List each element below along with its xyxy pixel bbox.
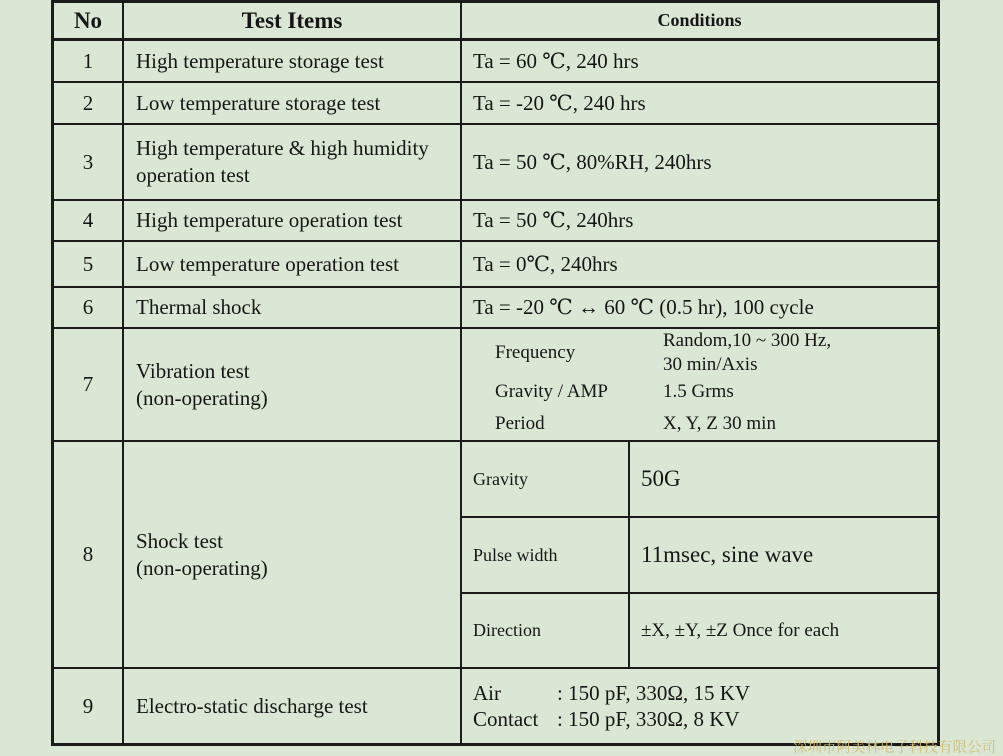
condition-label: Direction <box>473 620 541 640</box>
test-condition: Ta = 50 ℃, 240hrs <box>473 208 634 232</box>
esd-condition-list <box>473 680 750 732</box>
row-number-cell <box>54 41 124 81</box>
condition-pair-pulse-width <box>462 518 937 594</box>
test-item-line: (non-operating) <box>136 385 268 410</box>
condition-label-cell <box>462 594 630 667</box>
condition-pair-contact <box>473 706 750 732</box>
condition-value-cell <box>630 518 937 592</box>
table-row-8 <box>54 442 937 669</box>
shock-conditions <box>462 442 937 667</box>
table-row-9 <box>54 669 937 743</box>
row-number: 5 <box>82 251 94 276</box>
condition-label: Pulse width <box>473 544 558 565</box>
row-number: 4 <box>82 208 94 232</box>
row-number: 2 <box>82 90 94 115</box>
condition-value: : 150 pF, 330Ω, 15 KV <box>557 681 751 705</box>
condition-label: Frequency <box>495 342 576 363</box>
condition-label: Contact <box>473 707 539 731</box>
row-number-cell <box>54 201 124 240</box>
condition-value-cell <box>630 594 937 667</box>
row-number-cell <box>54 442 124 667</box>
table-row-2 <box>54 83 937 125</box>
test-condition: Ta = -20 ℃ ↔ 60 ℃ (0.5 hr), 100 cycle <box>473 295 814 319</box>
condition-value-line: 30 min/Axis <box>663 354 758 375</box>
test-item-cell <box>124 125 462 199</box>
test-condition-cell <box>462 41 937 81</box>
test-item-line: Vibration test <box>136 358 250 383</box>
condition-label: Air <box>473 681 501 705</box>
test-item-line: operation test <box>136 163 250 187</box>
test-item-name <box>136 528 268 582</box>
condition-label-cell <box>462 442 630 516</box>
condition-pair-air <box>473 680 750 706</box>
condition-value <box>663 329 831 377</box>
condition-value-line: 1.5 Grms <box>663 381 734 402</box>
header-test-items: Test Items <box>241 7 343 33</box>
header-conditions-cell <box>462 3 937 38</box>
condition-value-line: X, Y, Z 30 min <box>663 413 776 434</box>
test-item-cell <box>124 288 462 327</box>
test-condition: Ta = 60 ℃, 240 hrs <box>473 48 639 73</box>
table-row-7 <box>54 329 937 442</box>
test-item-name: Low temperature operation test <box>136 251 399 276</box>
test-item-cell <box>124 442 462 667</box>
esd-conditions <box>462 669 937 743</box>
condition-value: : 150 pF, 330Ω, 8 KV <box>557 707 740 731</box>
test-condition-cell <box>462 83 937 123</box>
condition-value: 11msec, sine wave <box>641 542 814 567</box>
test-condition: Ta = 50 ℃, 80%RH, 240hrs <box>473 149 712 174</box>
test-item-name: Low temperature storage test <box>136 90 381 115</box>
test-item-cell <box>124 329 462 440</box>
condition-pair-frequency <box>462 329 937 377</box>
condition-value: ±X, ±Y, ±Z Once for each <box>641 619 840 641</box>
test-item-line: High temperature & high humidity <box>136 136 429 160</box>
table-row-4 <box>54 201 937 242</box>
test-item-cell <box>124 83 462 123</box>
test-item-line: Shock test <box>136 528 223 553</box>
condition-value-line: Random,10 ~ 300 Hz, <box>663 330 832 351</box>
test-item-name: Thermal shock <box>136 295 262 319</box>
row-number: 8 <box>82 542 94 566</box>
header-no-cell <box>54 3 124 38</box>
test-item-name: Electro-static discharge test <box>136 693 368 718</box>
test-item-cell <box>124 669 462 743</box>
test-condition: Ta = -20 ℃, 240 hrs <box>473 90 646 115</box>
condition-pair-gravity <box>462 379 937 405</box>
test-item-name <box>136 135 429 189</box>
row-number-cell <box>54 288 124 327</box>
test-item-cell <box>124 41 462 81</box>
condition-label: Gravity / AMP <box>495 381 608 402</box>
test-condition-cell <box>462 125 937 199</box>
condition-value <box>663 380 734 404</box>
table-row-6 <box>54 288 937 329</box>
condition-label: Period <box>495 413 545 434</box>
header-conditions: Conditions <box>657 10 742 30</box>
test-condition: Ta = 0℃, 240hrs <box>473 251 618 276</box>
row-number: 6 <box>82 295 94 319</box>
row-number: 3 <box>82 149 94 174</box>
test-condition-cell <box>462 201 937 240</box>
table-row-5 <box>54 242 937 288</box>
reliability-test-table <box>51 0 940 746</box>
test-item-cell <box>124 242 462 286</box>
condition-value-cell <box>630 442 937 516</box>
row-number-cell <box>54 83 124 123</box>
table-row-1 <box>54 41 937 83</box>
company-watermark: 深圳市阿美林电子科技有限公司 <box>793 740 996 756</box>
row-number: 9 <box>82 693 94 718</box>
header-test-items-cell <box>124 3 462 38</box>
condition-pair-period <box>462 411 937 437</box>
test-item-name <box>136 358 268 412</box>
row-number: 1 <box>82 48 94 73</box>
row-number-cell <box>54 125 124 199</box>
test-condition-cell <box>462 288 937 327</box>
test-item-name: High temperature operation test <box>136 208 403 232</box>
row-number-cell <box>54 669 124 743</box>
condition-value <box>663 412 776 436</box>
test-item-cell <box>124 201 462 240</box>
condition-pair-gravity <box>462 442 937 518</box>
vibration-conditions <box>462 329 937 440</box>
test-condition-cell <box>462 242 937 286</box>
test-item-name: High temperature storage test <box>136 48 384 73</box>
condition-label: Gravity <box>473 468 528 489</box>
header-no: No <box>73 7 103 33</box>
table-header-row <box>54 3 937 41</box>
table-row-3 <box>54 125 937 201</box>
row-number-cell <box>54 329 124 440</box>
condition-label-cell <box>462 518 630 592</box>
row-number-cell <box>54 242 124 286</box>
row-number: 7 <box>82 372 94 396</box>
condition-pair-direction <box>462 594 937 667</box>
test-item-line: (non-operating) <box>136 555 268 580</box>
condition-value: 50G <box>641 466 681 491</box>
